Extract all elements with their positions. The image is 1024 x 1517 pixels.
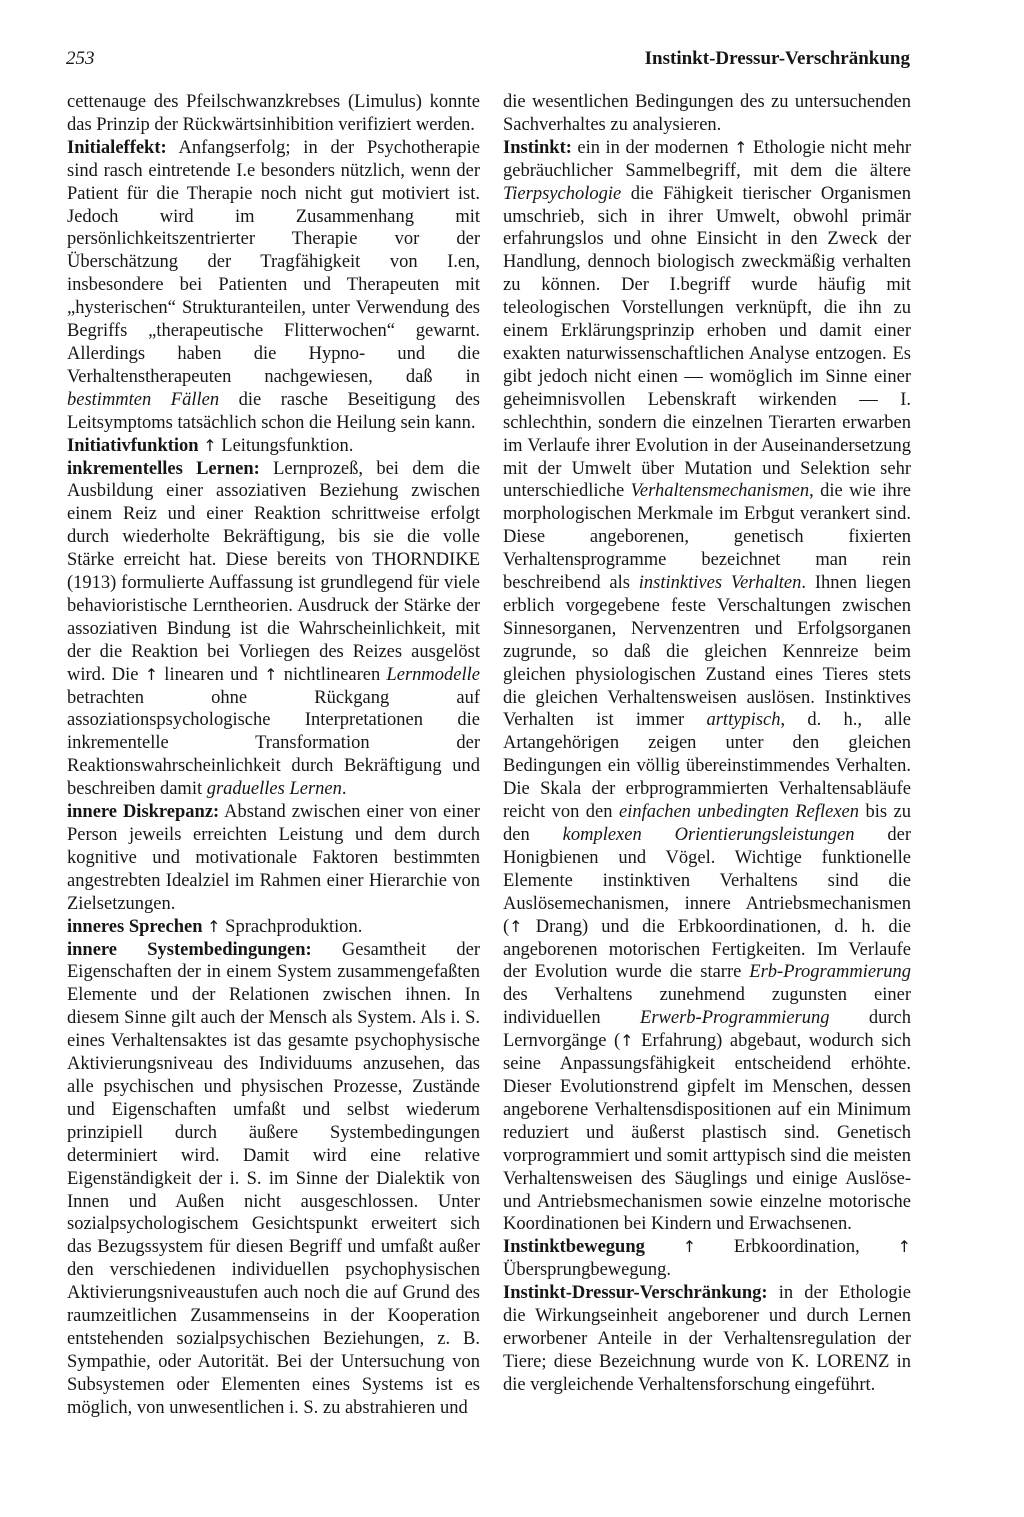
entry-instinktbewegung [503, 1236, 911, 1282]
entry-emphasis: graduelles Lernen [206, 779, 342, 800]
entry-text: Anfangserfolg; in der Psychotherapie sind rasch eintretende I.e besonders nützlich, wenn der Patient für die Therapie noch nicht gut motiviert ist. Jedoch wird im Zusammenhang mit persönlichkeitszentrierter Therapie vor der Überschätzung der Tragfähigkeit von I.en, insbesondere bei Patienten und Therapeuten mit „hysterischen“ Strukturanteilen, unter Verwendung des Begriffs „therapeutische Flitterwochen“ gewarnt. Allerdings haben die Hypno- und die Verhaltenstherapeuten nachgewiesen, daß in [67, 137, 480, 387]
entry-text: ein in der modernen [571, 137, 735, 158]
entry-instinkt-dressur-verschraenkung [503, 1282, 911, 1397]
entry-term: Instinktbewegung [503, 1237, 645, 1258]
entry-instinkt [503, 137, 911, 1237]
entry-term: inkrementelles Lernen: [67, 458, 260, 479]
entry-text: des Verhaltens zunehmend zugunsten einer individuellen [503, 985, 911, 1029]
entry-text: bis zu den [503, 802, 911, 845]
entry-text: Erfahrung) abgebaut, wodurch sich seine Anpassungsfähigkeit entscheidend erhöhte. Dieser Evolutionstrend gipfelt im Menschen, dessen angeborene Verhaltensdispositionen auf ein Minimum reduziert und äußerst plastisch sind. Genetisch vorprogrammiert und somit arttypisch sind die meisten Verhaltensweisen des Säuglings und einige Auslöse- und Antriebsmechanismen sowie einzelne motorische Koordinationen bei Kindern und Erwachsenen. [503, 1031, 911, 1235]
entry-text: die Fähigkeit tierischer Organismen umschrieb, sich in ihrer Umwelt, obwohl primär erfahrungslos und ohne Einsicht in den Zweck der Handlung, dennoch biologisch zweckmäßig verhalten zu können. Der I.begriff wurde häufig mit teleologischen Vorstellungen verknüpft, die ihn zu einem Erklärungsprinzip erhoben und damit einer exakten naturwissenschaftlichen Analyse entzogen. Es gibt jedoch nicht einen — womöglich im Sinne einer geheimnisvollen Lebenskraft wirkenden — I. schlechthin, sondern die einzelnen Tierarten erwarben im Verlaufe ihrer Evolution in der Auseinandersetzung mit der Umwelt über Mutation und Selektion sehr unterschiedliche [503, 183, 911, 502]
entry-text: , die wie ihre morphologischen Merkmale im Erbgut verankert sind. Diese angeborenen, genetisch fixierten Verhaltensprogramme bezeichnet man rein beschreibend als [503, 481, 911, 594]
entry-text: , d. h., alle Artangehörigen zeigen unter den gleichen Bedingungen ein völlig übereinstimmendes Verhalten. Die Skala der erbprogrammierten Verhaltensabläufe reicht von den [503, 710, 912, 823]
cross-reference-arrow-icon: ↑ [509, 916, 523, 936]
entry-text: Drang) und die Erbkoordinationen, d. h. die angeborenen motorischen Fertigkeiten. Im Verlaufe der Evolution wurde die starre [503, 916, 911, 983]
entry-term: innere Systembedingungen: [67, 939, 312, 960]
entry-text: Sprachproduktion. [220, 916, 363, 937]
entry-inneres-sprechen [67, 916, 480, 939]
running-title: Instinkt-Dressur-Verschränkung [644, 48, 910, 69]
entry-innere-systembedingungen [67, 939, 480, 1420]
cross-reference-arrow-icon: ↑ [144, 664, 159, 684]
entry-text: . [341, 779, 347, 800]
entry-term: Initiativfunktion [67, 435, 199, 456]
entry-text: Erbkoordination, [696, 1237, 898, 1258]
cross-reference-arrow-icon: ↑ [620, 1031, 634, 1051]
entry-text: der Honigbienen und Vögel. Wichtige funktionelle Elemente instinktiven Verhaltens sind die Auslösemechanismen, innere Antriebsmechanismen ( [503, 825, 911, 937]
right-column [503, 91, 911, 1397]
entry-term: Instinkt-Dressur-Verschränkung: [503, 1283, 768, 1304]
entry-text: nichtlinearen [277, 664, 387, 685]
entry-term: innere Diskrepanz: [67, 802, 220, 823]
entry-term: Initialeffekt: [67, 137, 167, 158]
cross-reference-arrow-icon: ↑ [897, 1237, 911, 1257]
entry-emphasis: komplexen Orientierungsleistungen [562, 825, 855, 845]
entry-initialeffekt [67, 137, 480, 435]
entry-emphasis: Verhaltensmechanismen [630, 481, 810, 502]
cross-reference-arrow-icon: ↑ [207, 916, 221, 936]
entry-inkrementelles-lernen [67, 458, 480, 802]
cross-reference-arrow-icon: ↑ [264, 664, 278, 684]
entry-emphasis: Tierpsychologie [503, 183, 622, 204]
entry-emphasis: Erb-Programmierung [749, 962, 911, 983]
entry-term: Instinkt: [503, 137, 572, 158]
cross-reference-arrow-icon: ↑ [734, 137, 748, 157]
entry-text: . Ihnen liegen erblich vorgegebene feste Verschaltungen zwischen Sinnesorganen, Nervenzentren und Erfolgsorganen zugrunde, so daß die gleichen Kennreize beim gleichen physiologischen Zustand eines Tieres stets die gleichen Verhaltensweisen auslösen. Instinktives Verhalten ist immer [503, 573, 911, 731]
entry-text: die rasche Beseitigung des Leitsymptoms tatsächlich schon die Heilung sein kann. [67, 389, 481, 433]
entry-text: Gesamtheit der Eigenschaften der in einem System zusammengefaßten Elemente und der Relationen zwischen ihnen. In diesem Sinne gilt auch der Mensch als System. Als i. S. eines Verhaltensaktes ist das gesamte psychophysische Aktivierungsniveau des Individuums anzusehen, das alle psychischen und physischen Prozesse, Zustände und Eigenschaften umfaßt und selbst wiederum prinzipiell durch äußere Systembedingungen determiniert wird. Damit wird eine relative Eigenständigkeit der i. S. im Sinne der Dialektik von Innen und Außen nicht ausgeschlossen. Unter sozialpsychologischem Gesichtspunkt erweitert sich das Bezugssystem für diesen Begriff und umfaßt außer den verschiedenen individuellen psychophysischen Aktivierungsniveaustufen auch noch die auf Grund des raumzeitlichen Zusammenseins in der Kooperation entstehenden sozialpsychischen Beziehungen, z. B. Sympathie, oder Autorität. Bei der Untersuchung von Subsystemen oder Elementen eines Systems ist es möglich, von unwesentlichen i. S. zu abstrahieren und [67, 939, 480, 1418]
entry-text: die wesentlichen Bedingungen des zu untersuchenden Sachverhaltes zu analysieren. [503, 92, 911, 135]
entry-emphasis: instinktives Verhalten [638, 573, 802, 594]
entry-continuation-systembedingungen [503, 91, 911, 137]
entry-text: durch Lernvorgänge ( [503, 1008, 912, 1052]
entry-text: Lernprozeß, bei dem die Ausbildung einer assoziativen Beziehung zwischen einem Reiz und einer Reaktion schrittweise erfolgt durch wiederholte Bekräftigung, bis sie die volle Stärke erreicht hat. Diese bereits von THORNDIKE (1913) formulierte Auffassung ist grundlegend für viele behavioristische Lerntheorien. Ausdruck der Stärke der assoziativen Bindung ist die Wahrscheinlichkeit, mit der die Reaktion bei Vorliegen des Reizes ausgelöst wird. Die [67, 458, 480, 685]
entry-emphasis: einfachen unbedingten Reflexen [619, 802, 859, 823]
entry-text: in der Ethologie die Wirkungseinheit angeborener und durch Lernen erworbener Anteile in der Verhaltensregulation der Tiere; diese Bezeichnung wurde von K. LORENZ in die vergleichende Verhaltensforschung eingeführt. [503, 1283, 911, 1395]
left-column [67, 91, 480, 1420]
entry-text: cettenauge des Pfeilschwanzkrebses (Limulus) konnte das Prinzip der Rückwärtsinhibition verifiziert werden. [67, 92, 480, 135]
entry-continuation-limulus [67, 91, 480, 137]
entry-emphasis: bestimmten Fällen [67, 389, 220, 410]
entry-emphasis: arttypisch [706, 710, 781, 731]
page-number: 253 [66, 48, 95, 69]
entry-text: Leitungsfunktion. [216, 435, 354, 456]
entry-text: betrachten ohne Rückgang auf assoziationspsychologische Interpretationen die inkrementelle Transformation der Reaktionswahrscheinlichkeit durch Bekräftigung und beschreiben damit [67, 687, 480, 800]
entry-text: linearen und [158, 664, 265, 685]
entry-innere-diskrepanz [67, 801, 480, 916]
entry-text: Übersprungbewegung. [503, 1260, 671, 1281]
entry-initiativfunktion [67, 435, 480, 458]
entry-text: Abstand zwischen einer von einer Person jeweils erreichten Leistung und dem durch kognitive und motivationale Faktoren bestimmten angestrebten Idealziel im Rahmen einer Hierarchie von Zielsetzungen. [67, 802, 480, 914]
entry-text: Ethologie nicht mehr gebräuchlicher Sammelbegriff, mit dem die ältere [503, 137, 911, 181]
entry-emphasis: Lernmodelle [386, 664, 480, 685]
cross-reference-arrow-icon: ↑ [203, 435, 217, 455]
entry-emphasis: Erwerb-Programmierung [640, 1008, 830, 1029]
cross-reference-arrow-icon: ↑ [682, 1237, 697, 1257]
entry-term: inneres Sprechen [67, 916, 203, 937]
